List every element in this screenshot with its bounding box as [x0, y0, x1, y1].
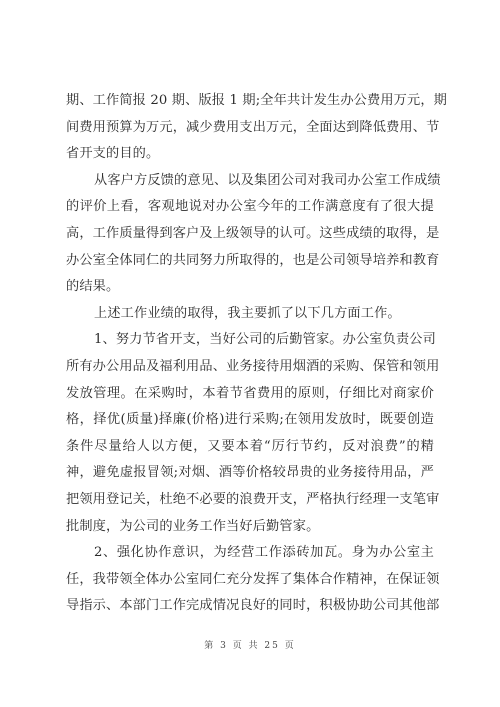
text-line: 批制度，为公司的业务工作当好后勤管家。 — [66, 518, 320, 534]
text-line: 间费用预算为万元，减少费用支出万元，全面达到降低费用、节 — [66, 119, 440, 135]
paragraph — [66, 88, 448, 168]
text-line: 神，避免虚报冒领;对烟、酒等价格较昂贵的业务接待用品，严 — [66, 465, 434, 481]
text-line: 的结果。 — [66, 279, 120, 295]
text-line: 发放管理。在采购时，本着节省费用的原则，仔细比对商家价 — [66, 385, 434, 401]
text-line: 条件尽量给人以方便，又要本着“厉行节约，反对浪费”的精 — [66, 438, 434, 454]
paragraph — [66, 301, 434, 328]
text-line: 把领用登记关，杜绝不必要的浪费开支，严格执行经理一支笔审 — [66, 491, 440, 507]
paragraph — [66, 168, 441, 301]
text-line: 任，我带领全体办公室同仁充分发挥了集体合作精神，在保证领 — [66, 571, 440, 587]
text-line: 2、强化协作意识，为经营工作添砖加瓦。身为办公室主 — [94, 545, 434, 561]
text-line: 所有办公用品及福利用品、业务接待用烟酒的采购、保管和领用 — [66, 358, 440, 374]
text-line: 上述工作业绩的取得，我主要抓了以下几方面工作。 — [94, 305, 401, 321]
text-line: 期、工作简报 20 期、版报 1 期;全年共计发生办公费用万元，期 — [66, 93, 448, 108]
page-footer: 第 3 页 共 25 页 — [204, 641, 296, 651]
text-line: 导指示、本部门工作完成情况良好的同时，积极协助公司其他部 — [66, 598, 440, 614]
text-line: 省开支的目的。 — [66, 146, 160, 162]
text-line: 格，择优(质量)择廉(价格)进行采购;在领用发放时，既要创造 — [66, 412, 434, 428]
text-line: 1、努力节省开支，当好公司的后勤管家。办公室负责公司 — [94, 332, 436, 348]
text-line: 办公室全体同仁的共同努力所取得的，也是公司领导培养和教育 — [66, 252, 440, 268]
text-line: 高，工作质量得到客户及上级领导的认可。这些成绩的取得，是 — [66, 225, 440, 241]
paragraph — [66, 327, 440, 540]
document-body — [66, 88, 448, 620]
text-line: 从客户方反馈的意见、以及集团公司对我司办公室工作成绩 — [94, 172, 441, 188]
paragraph — [66, 540, 440, 620]
text-line: 的评价上看，客观地说对办公室今年的工作满意度有了很大提 — [66, 199, 434, 215]
